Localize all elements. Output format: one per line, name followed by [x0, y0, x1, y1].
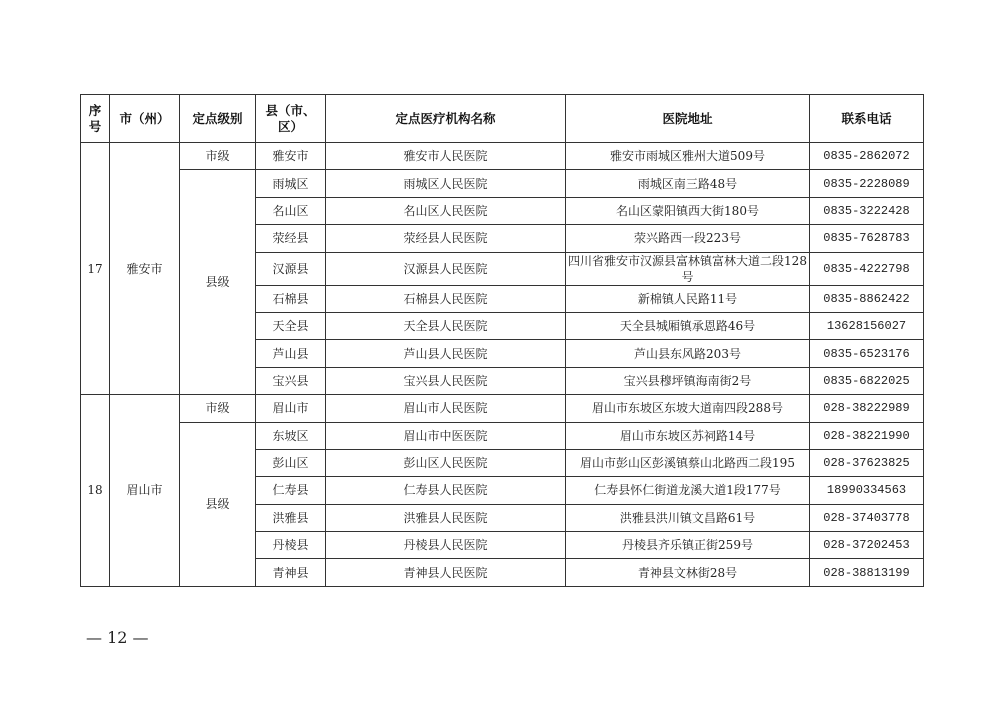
hospital-cell: 眉山市中医医院	[326, 422, 566, 449]
county-cell: 丹棱县	[256, 532, 326, 559]
phone-cell: 028-38221990	[810, 422, 924, 449]
hospital-cell: 名山区人民医院	[326, 197, 566, 224]
phone-cell: 13628156027	[810, 312, 924, 339]
county-cell: 汉源县	[256, 252, 326, 285]
address-cell: 眉山市东坡区苏祠路14号	[566, 422, 810, 449]
county-cell: 芦山县	[256, 340, 326, 367]
header-cell: 县（市、区）	[256, 95, 326, 143]
address-cell: 眉山市东坡区东坡大道南四段288号	[566, 395, 810, 422]
county-cell: 洪雅县	[256, 504, 326, 531]
hospital-cell: 洪雅县人民医院	[326, 504, 566, 531]
address-cell: 荥兴路西一段223号	[566, 225, 810, 252]
level-cell: 市级	[180, 143, 256, 170]
county-cell: 雨城区	[256, 170, 326, 197]
hospital-cell: 彭山区人民医院	[326, 449, 566, 476]
phone-cell: 0835-8862422	[810, 285, 924, 312]
address-cell: 青神县文林街28号	[566, 559, 810, 586]
phone-cell: 028-37202453	[810, 532, 924, 559]
phone-cell: 0835-6523176	[810, 340, 924, 367]
hospital-cell: 雅安市人民医院	[326, 143, 566, 170]
phone-cell: 0835-2862072	[810, 143, 924, 170]
phone-cell: 028-37403778	[810, 504, 924, 531]
level-cell: 县级	[180, 170, 256, 395]
table-row	[81, 143, 924, 170]
header-cell: 定点级别	[180, 95, 256, 143]
hospital-cell: 芦山县人民医院	[326, 340, 566, 367]
address-cell: 天全县城厢镇承恩路46号	[566, 312, 810, 339]
county-cell: 东坡区	[256, 422, 326, 449]
header-cell: 医院地址	[566, 95, 810, 143]
hospital-cell: 天全县人民医院	[326, 312, 566, 339]
address-cell: 芦山县东风路203号	[566, 340, 810, 367]
phone-cell: 0835-6822025	[810, 367, 924, 394]
level-cell: 县级	[180, 422, 256, 586]
header-cell: 市（州）	[110, 95, 180, 143]
header-cell: 定点医疗机构名称	[326, 95, 566, 143]
phone-cell: 0835-4222798	[810, 252, 924, 285]
county-cell: 天全县	[256, 312, 326, 339]
hospital-cell: 青神县人民医院	[326, 559, 566, 586]
table-row	[81, 422, 924, 449]
phone-cell: 0835-2228089	[810, 170, 924, 197]
address-cell: 名山区蒙阳镇西大街180号	[566, 197, 810, 224]
address-cell: 宝兴县穆坪镇海南街2号	[566, 367, 810, 394]
phone-cell: 18990334563	[810, 477, 924, 504]
city-cell: 眉山市	[110, 395, 180, 587]
phone-cell: 0835-3222428	[810, 197, 924, 224]
phone-cell: 028-37623825	[810, 449, 924, 476]
city-cell: 雅安市	[110, 143, 180, 395]
county-cell: 宝兴县	[256, 367, 326, 394]
serial-cell: 18	[81, 395, 110, 587]
county-cell: 名山区	[256, 197, 326, 224]
hospital-cell: 仁寿县人民医院	[326, 477, 566, 504]
hospital-cell: 雨城区人民医院	[326, 170, 566, 197]
hospital-cell: 眉山市人民医院	[326, 395, 566, 422]
address-cell: 新棉镇人民路11号	[566, 285, 810, 312]
level-cell: 市级	[180, 395, 256, 422]
table-row	[81, 395, 924, 422]
address-cell: 仁寿县怀仁街道龙溪大道1段177号	[566, 477, 810, 504]
county-cell: 彭山区	[256, 449, 326, 476]
hospital-table	[80, 94, 924, 587]
address-cell: 丹棱县齐乐镇正街259号	[566, 532, 810, 559]
table-row	[81, 170, 924, 197]
address-cell: 洪雅县洪川镇文昌路61号	[566, 504, 810, 531]
county-cell: 青神县	[256, 559, 326, 586]
header-row	[81, 95, 924, 143]
county-cell: 荥经县	[256, 225, 326, 252]
address-cell: 雨城区南三路48号	[566, 170, 810, 197]
phone-cell: 0835-7628783	[810, 225, 924, 252]
hospital-cell: 石棉县人民医院	[326, 285, 566, 312]
serial-cell: 17	[81, 143, 110, 395]
phone-cell: 028-38222989	[810, 395, 924, 422]
hospital-cell: 汉源县人民医院	[326, 252, 566, 285]
phone-cell: 028-38813199	[810, 559, 924, 586]
address-cell: 雅安市雨城区雅州大道509号	[566, 143, 810, 170]
hospital-cell: 荥经县人民医院	[326, 225, 566, 252]
county-cell: 眉山市	[256, 395, 326, 422]
header-cell: 序号	[81, 95, 110, 143]
county-cell: 石棉县	[256, 285, 326, 312]
county-cell: 雅安市	[256, 143, 326, 170]
county-cell: 仁寿县	[256, 477, 326, 504]
address-cell: 眉山市彭山区彭溪镇蔡山北路西二段195	[566, 449, 810, 476]
hospital-cell: 丹棱县人民医院	[326, 532, 566, 559]
hospital-cell: 宝兴县人民医院	[326, 367, 566, 394]
address-cell: 四川省雅安市汉源县富林镇富林大道二段128号	[566, 252, 810, 285]
page-number: — 12 —	[86, 628, 149, 647]
header-cell: 联系电话	[810, 95, 924, 143]
